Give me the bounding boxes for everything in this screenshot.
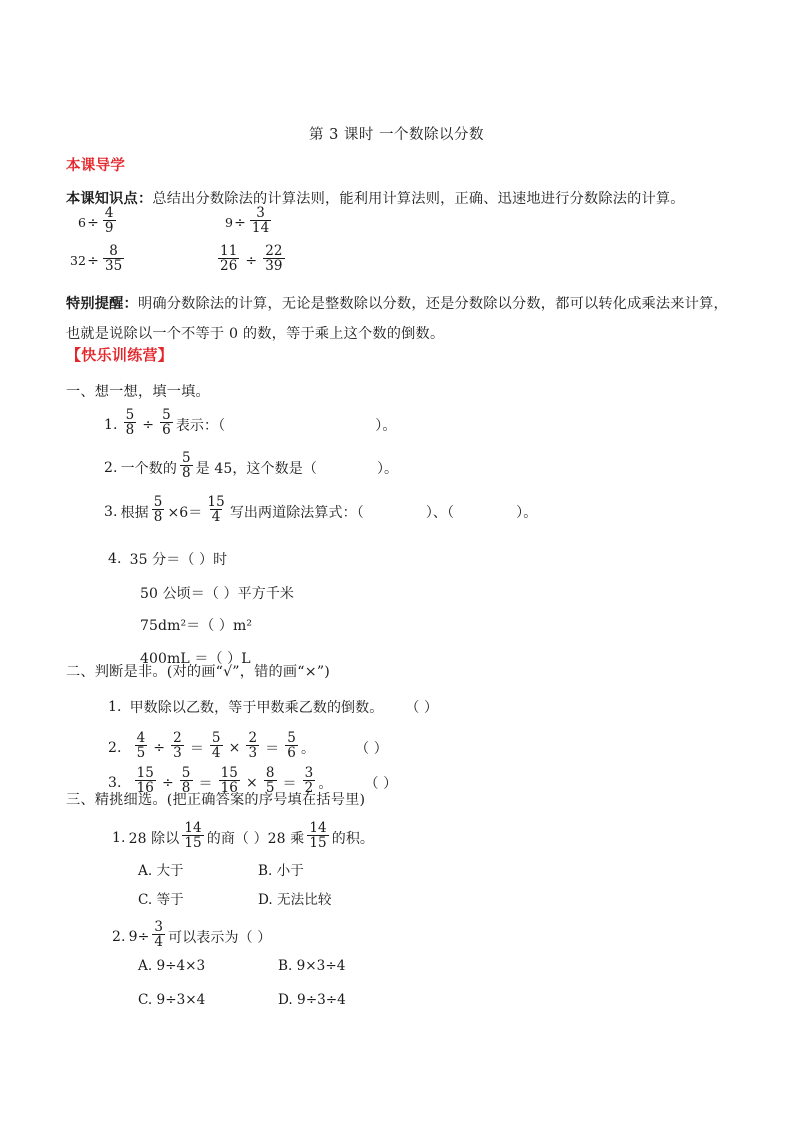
fraction-denominator: 4	[154, 934, 164, 951]
conversion-row-2	[140, 583, 294, 603]
fraction-denominator: 6	[287, 745, 296, 762]
q1-text-before-blank: 表示：（	[175, 417, 226, 434]
option-b-q2[interactable]: B. 9×3÷4	[278, 958, 346, 974]
fraction-denominator: 39	[265, 258, 283, 275]
q2-fraction	[180, 451, 193, 480]
section-two-question-2	[108, 729, 388, 762]
fraction-denominator: 3	[248, 745, 258, 762]
section-three-heading: 三、精挑细选。(把正确答案的序号填在括号里)	[66, 792, 366, 808]
fraction-denominator: 16	[220, 780, 238, 797]
fraction-numerator: 3	[154, 918, 164, 935]
question-number: 3.	[104, 503, 118, 520]
q2-text-before: 一个数的	[120, 460, 177, 477]
fraction-denominator: 8	[153, 509, 163, 526]
training-camp-heading: 【快乐训练营】	[66, 346, 174, 364]
judge-3-answer-bracket[interactable]: （ ）	[364, 775, 398, 792]
fraction-numerator: 5	[211, 729, 221, 746]
q3-text-middle-2: ）、（	[425, 504, 455, 521]
fraction-denominator: 8	[181, 780, 191, 797]
guide-heading: 本课导学	[66, 157, 126, 174]
question-number: 3.	[108, 774, 122, 791]
fraction-numerator: 5	[181, 764, 191, 781]
fraction-numerator: 5	[162, 406, 171, 423]
fraction-numerator: 3	[304, 764, 314, 781]
guide-exercise-4	[215, 242, 288, 275]
option-b-q1[interactable]: B. 小于	[258, 863, 304, 879]
fraction-numerator: 11	[220, 242, 238, 259]
fraction-numerator: 15	[220, 764, 238, 781]
fraction-numerator: 2	[248, 729, 258, 746]
judge2-fraction-3	[210, 731, 223, 760]
exercise-2-whole: 9	[225, 215, 234, 231]
choice2-whole-expression: 9÷	[128, 928, 150, 945]
judge2-fraction-2	[171, 731, 184, 760]
choice1-text-middle[interactable]: 的商（ ）28 乘	[206, 830, 305, 847]
fraction-numerator: 22	[265, 242, 283, 259]
fraction-denominator: 16	[136, 780, 154, 797]
fraction-numerator: 5	[153, 493, 163, 510]
option-c-q1[interactable]: C. 等于	[138, 892, 184, 908]
fraction-denominator: 8	[125, 422, 135, 439]
choice1-text-before: 28 除以	[128, 830, 180, 847]
fraction-numerator: 5	[125, 406, 135, 423]
fraction-denominator: 9	[104, 220, 114, 237]
judge3-equals-1: ＝	[198, 775, 213, 792]
question-number: 1.	[112, 829, 126, 846]
question-number: 2.	[108, 739, 122, 756]
exercise-3-whole: 32	[70, 253, 87, 269]
exercise-4-right-fraction	[263, 244, 284, 273]
option-d-q1[interactable]: D. 无法比较	[258, 892, 332, 908]
conversion-item-2[interactable]: 50 公顷＝（ ）平方千米	[140, 586, 295, 602]
judge3-operator-1: ÷	[161, 774, 174, 791]
judge2-fraction-1	[135, 731, 148, 760]
exercise-1-op: ÷	[87, 214, 99, 231]
judge-2-answer-bracket[interactable]: （ ）	[355, 740, 388, 757]
fraction-denominator: 15	[309, 835, 327, 852]
guide-exercise-3	[70, 242, 127, 275]
judge-1-answer-bracket[interactable]: （ ）	[405, 700, 439, 716]
exercise-3-op: ÷	[87, 252, 99, 269]
fraction-denominator: 8	[181, 465, 191, 482]
question-number: 2.	[112, 928, 126, 945]
fraction-denominator: 5	[265, 780, 275, 797]
section-two-heading: 二、判断是非。(对的画“√”，错的画“×”)	[66, 664, 331, 680]
section-one-question-1	[104, 406, 397, 439]
judge2-fraction-5	[285, 731, 298, 760]
section-three-question-2	[112, 918, 272, 951]
choice2-fraction	[152, 920, 165, 949]
option-a-q1[interactable]: A. 大于	[138, 863, 184, 879]
question-number: 1.	[104, 416, 118, 433]
section-two-question-1	[108, 697, 438, 717]
conversion-item-4[interactable]: 400mL ＝（ ）L	[140, 651, 251, 667]
fraction-numerator: 4	[104, 204, 114, 221]
q1-second-fraction	[160, 408, 173, 437]
fraction-numerator: 5	[287, 729, 296, 746]
fraction-numerator: 2	[173, 729, 182, 746]
judge3-equals-2: ＝	[282, 775, 297, 792]
choice1-fraction-2	[307, 821, 328, 850]
judge2-fraction-4	[246, 731, 259, 760]
q3-text-middle: 写出两道除法算式：（	[229, 504, 364, 521]
guide-exercise-1	[78, 204, 119, 237]
q2-text-middle: 是 45，这个数是（	[195, 460, 317, 477]
q1-operator: ÷	[142, 416, 155, 433]
fraction-numerator: 8	[109, 242, 118, 259]
judge3-operator-2: ×	[246, 774, 258, 791]
fraction-denominator: 5	[136, 745, 146, 762]
knowledge-point-text: 总结出分数除法的计算法则，能利用计算法则，正确、迅速地进行分数除法的计算。	[152, 191, 685, 207]
conversion-row-3	[140, 615, 252, 635]
conversion-item-1[interactable]: 35 分＝（ ）时	[129, 552, 228, 568]
option-a-q2[interactable]: A. 9÷4×3	[138, 958, 206, 974]
judge-1-text: 甲数除以乙数，等于甲数乘乙数的倒数。	[129, 700, 384, 716]
knowledge-point-paragraph	[66, 184, 746, 214]
fraction-numerator: 8	[265, 764, 275, 781]
question-number: 2.	[104, 459, 118, 476]
judge2-equals-2: ＝	[265, 740, 280, 757]
fraction-denominator: 4	[211, 745, 221, 762]
guide-exercise-2	[225, 204, 274, 237]
fraction-numerator: 14	[184, 819, 202, 836]
q3-text-after: ）。	[516, 504, 538, 521]
fraction-denominator: 4	[211, 509, 221, 526]
choice2-text-after[interactable]: 可以表示为（ ）	[168, 929, 272, 946]
section-one-question-4	[108, 549, 227, 569]
exercise-4-left-fraction	[218, 244, 239, 273]
section-three-question-1	[112, 819, 375, 852]
section-one-question-3	[104, 493, 538, 526]
q1-first-fraction	[124, 408, 137, 437]
choice1-text-after: 的积。	[331, 830, 375, 847]
conversion-item-3[interactable]: 75dm²＝（ ）m²	[140, 618, 253, 634]
q3-result-fraction	[205, 495, 226, 524]
fraction-denominator: 14	[251, 220, 270, 237]
knowledge-point-label: 本课知识点：	[66, 191, 153, 207]
exercise-3-fraction	[103, 244, 124, 273]
exercise-2-op: ÷	[234, 214, 246, 231]
exercise-1-fraction	[103, 206, 116, 235]
question-number: 4.	[108, 551, 122, 567]
judge2-equals-1: ＝	[189, 740, 204, 757]
fraction-denominator: 26	[220, 258, 238, 275]
question-number: 1.	[108, 699, 122, 715]
judge2-operator-2: ×	[228, 739, 241, 756]
fraction-denominator: 2	[304, 780, 314, 797]
exercise-4-op: ÷	[245, 252, 258, 269]
q3-text-before: 根据	[120, 504, 149, 521]
q3-first-fraction	[152, 495, 165, 524]
exercise-2-fraction	[250, 206, 271, 235]
fraction-denominator: 6	[162, 422, 171, 439]
fraction-denominator: 15	[184, 835, 202, 852]
section-one-question-2	[104, 449, 399, 482]
fraction-numerator: 14	[309, 819, 327, 836]
q2-text-after: ）。	[376, 460, 399, 477]
q3-multiply-expression: ×6＝	[167, 504, 203, 521]
reminder-paragraph-line1	[66, 289, 756, 319]
fraction-numerator: 3	[256, 204, 265, 221]
option-d-q2[interactable]: D. 9÷3÷4	[278, 992, 346, 1008]
reminder-text-line1: 明确分数除法的计算，无论是整数除以分数，还是分数除以分数，都可以转化成乘法来计算，	[137, 296, 728, 312]
fraction-numerator: 5	[181, 449, 191, 466]
fraction-numerator: 15	[136, 764, 154, 781]
judge3-period: 。	[318, 775, 333, 792]
reminder-text-line2: 也就是说除以一个不等于 0 的数，等于乘上这个数的倒数。	[66, 326, 445, 342]
judge2-operator-1: ÷	[153, 739, 166, 756]
fraction-numerator: 4	[136, 729, 146, 746]
page-title: 第 3 课时 一个数除以分数	[308, 127, 485, 143]
fraction-denominator: 35	[104, 258, 123, 275]
fraction-numerator: 15	[207, 493, 225, 510]
exercise-1-whole: 6	[78, 215, 87, 231]
judge2-period: 。	[300, 740, 316, 757]
section-one-heading: 一、想一想，填一填。	[66, 384, 210, 400]
fraction-denominator: 3	[173, 745, 182, 762]
q1-text-after-blank: ）。	[375, 417, 397, 434]
reminder-label: 特别提醒：	[66, 296, 138, 312]
option-c-q2[interactable]: C. 9÷3×4	[138, 992, 206, 1008]
choice1-fraction-1	[182, 821, 203, 850]
